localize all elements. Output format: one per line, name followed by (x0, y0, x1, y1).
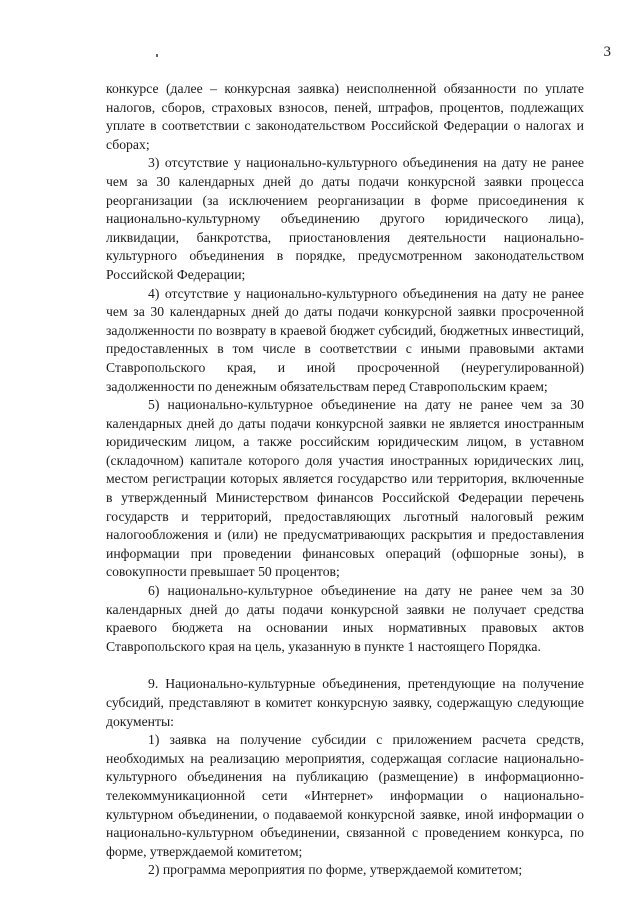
paragraph-continuation: конкурсе (далее – конкурсная заявка) неисполненной обязанности по уплате налогов, сборов, страховых взносов, пеней, штрафов, процентов, подлежащих уплате в соответствии с законодательством Российской Федерации о налогах и сборах; (106, 81, 584, 152)
paragraph-item-5: 5) национально-культурное объединение на дату не ранее чем за 30 календарных дней до даты подачи конкурсной заявки не является иностранным юридическим лицом, а также российским юридическим лицом, в уставном (складочном) капитале которого доля участия иностранных юридических лиц, местом регистрации которых является государство или территория, включенные в утвержденный Министерством финансов Российской Федерации перечень государств и территорий, предоставляющих льготный налоговый режим налогообложения и (или) не предусматривающих раскрытия и предоставления информации при проведении финансовых операций (офшорные зоны), в совокупности превышает 50 процентов; (106, 397, 584, 580)
paragraph-section-9: 9. Национально-культурные объединения, претендующие на получение субсидий, представляют в комитет конкурсную заявку, содержащую следующие документы: (106, 676, 584, 729)
scan-speck (156, 54, 158, 57)
paragraph-item-4: 4) отсутствие у национально-культурного объединения на дату не ранее чем за 30 календарных дней до даты подачи конкурсной заявки просроченной задолженности по возврату в краевой бюджет субсидий, бюджетных инвестиций, предоставленных в том числе в соответствии с иными правовыми актами Ставропольского края, и иной просроченной (неурегулированной) задолженности по денежным обязательствам перед Ставропольским краем; (106, 285, 584, 394)
document-body (106, 80, 584, 880)
paragraph-doc-2: 2) программа мероприятия по форме, утверждаемой комитетом; (148, 862, 523, 878)
paragraph-item-6: 6) национально-культурное объединение на дату не ранее чем за 30 календарных дней до даты подачи конкурсной заявки не получает средства краевого бюджета на основании иных нормативных правовых актов Ставропольского края на цель, указанную в пункте 1 настоящего Порядка. (106, 583, 584, 654)
page-number: 3 (603, 44, 611, 60)
paragraph-item-3: 3) отсутствие у национально-культурного объединения на дату не ранее чем за 30 календарных дней до даты подачи конкурсной заявки процесса реорганизации (за исключением реорганизации в форме присоединения к национально-культурному объединению другого юридического лица), ликвидации, банкротства, приостановления деятельности национально-культурного объединения в порядке, предусмотренном законодательством Российской Федерации; (106, 155, 584, 282)
paragraph-doc-1: 1) заявка на получение субсидии с приложением расчета средств, необходимых на реализацию мероприятия, содержащая согласие национально-культурного объединения на публикацию (размещение) в информационно-телекоммуникационной сети «Интернет» информации о национально-культурном объединении, о подаваемой конкурсной заявке, иной информации о национально-культурном объединении, связанной с проведением конкурса, по форме, утверждаемой комитетом; (106, 732, 584, 859)
